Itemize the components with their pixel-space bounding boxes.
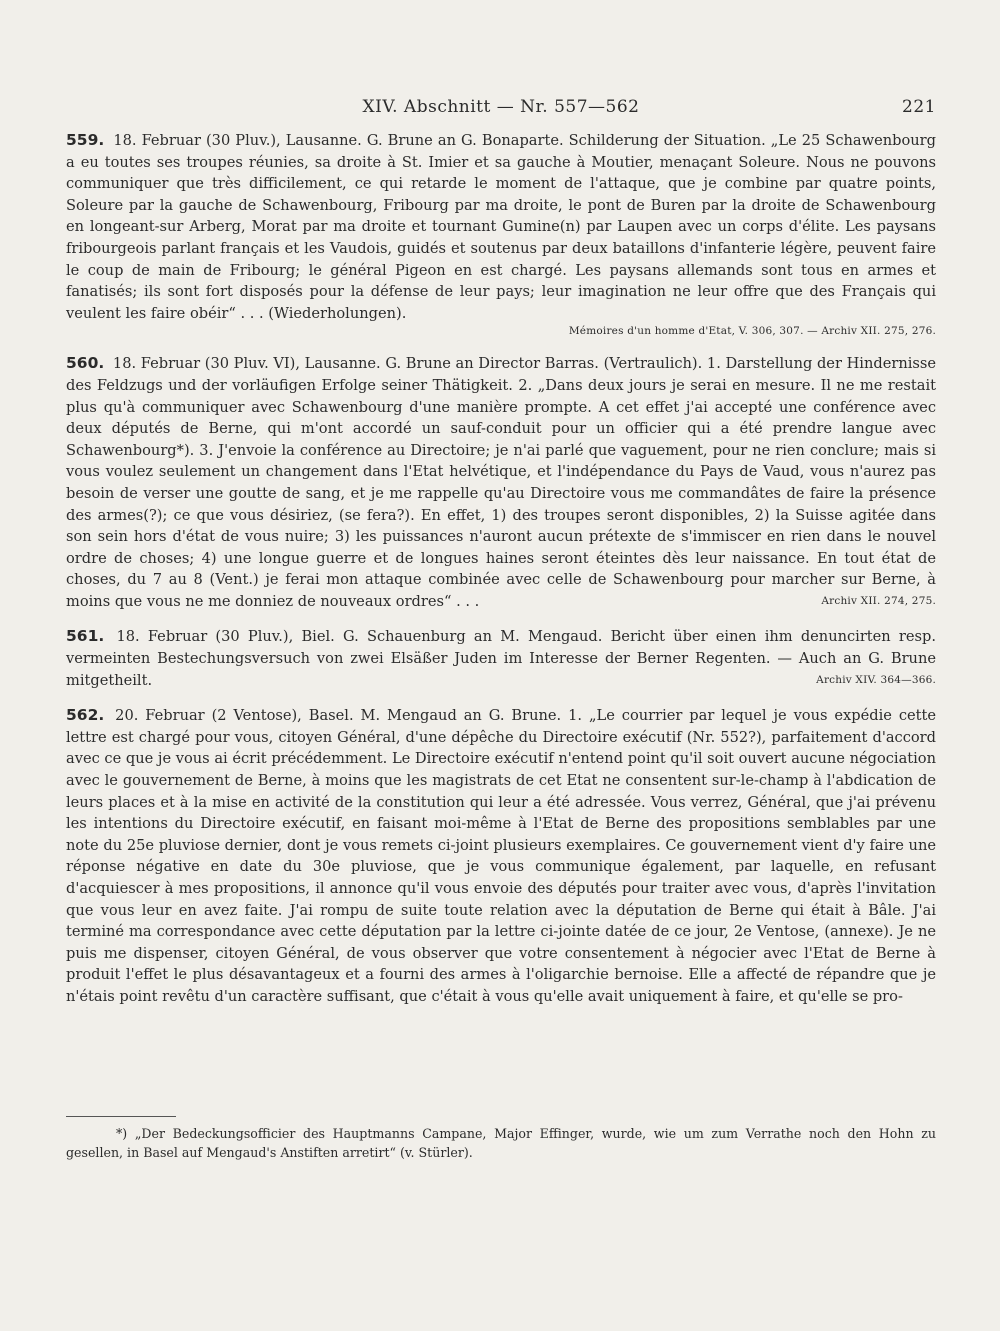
entry-paragraph <box>66 130 936 324</box>
entry-text: 18. Februar (30 Pluv. VI), Lausanne. G. Brune an Director Barras. (Vertraulich). 1. Darstellung der Hindernisse des Feldzugs und der vorläufigen Erfolge seiner Thätigkeit. 2. „Dans deux jours je serai en mesure. Il ne me restait plus qu'à communiquer avec Schawenbourg d'une manière prompte. A cet effet j'ai accepté une conférence avec deux députés de Berne, qui m'ont accordé un sauf-conduit pour un officier qui a été prendre langue avec Schawenbourg*). 3. J'envoie la conférence au Directoire; je n'ai parlé que vaguement, pour ne rien conclure; mais si vous voulez seulement un changement dans l'Etat helvétique, et l'indépendance du Pays de Vaud, vous n'aurez pas besoin de verser une goutte de sang, et je me rappelle qu'au Directoire vous me commandâtes de faire la présence des armes(?); ce que vous désiriez, (se fera?). En effet, 1) des troupes seront disponibles, 2) la Suisse agitée dans son sein hors d'état de vous nuire; 3) les puissances n'auront aucun prétexte de s'immiscer en rien dans le nouvel ordre de choses; 4) une longue guerre et de longues haines seront éteintes dès leur naissance. En tout état de choses, du 7 au 8 (Vent.) je ferai mon attaque combinée avec celle de Schawenbourg pour marcher sur Berne, à moins que vous ne me donniez de nouveaux ordres“ . . . <box>66 355 937 610</box>
source-citation: Archiv XIV. 364—366. <box>816 673 936 686</box>
running-title: XIV. Abschnitt — Nr. 557—562 <box>362 97 640 117</box>
entry-559 <box>66 130 936 339</box>
entry-paragraph <box>66 626 936 691</box>
entry-text: 18. Februar (30 Pluv.), Biel. G. Schauenburg an M. Mengaud. Bericht über einen ihm denuncirten resp. vermeinten Bestechungsversuch von zwei Elsäßer Juden im Interesse der Berner Regenten. — Auch an G. Brune mitgetheilt. <box>66 628 936 689</box>
entry-paragraph <box>66 705 936 1007</box>
entry-561 <box>66 626 936 691</box>
entry-number: 559. <box>66 131 105 149</box>
source-citation: Archiv XII. 274, 275. <box>821 594 936 607</box>
entry-number: 562. <box>66 706 105 725</box>
entry-text: 18. Februar (30 Pluv.), Lausanne. G. Brune an G. Bonaparte. Schilderung der Situation. „Le 25 Schawenbourg a eu toutes ses troupes réunies, sa droite à St. Imier et sa gauche à Moutier, menaçant Soleure. Nous ne pouvons communiquer que très difficilement, ce qui retarde le moment de l'attaque, que je combine par quatre points, Soleure par la gauche de Schawenbourg, Fribourg par ma droite, le pont de Buren par la droite de Schawenbourg en longeant-sur Arberg, Morat par ma droite et tournant Gumine(n) par Laupen avec un corps d'élite. Les paysans fribourgeois parlant français et les Vaudois, guidés et soutenus par deux bataillons d'infanterie légère, peuvent faire le coup de main de Fribourg; le général Pigeon en est chargé. Les paysans allemands sont tous en armes et fanatisés; ils sont fort disposés pour la défense de leur pays; leur imagination ne leur offre que des Français qui veulent les faire obéir“ . . . (Wiederholungen). <box>66 132 937 322</box>
entry-number: 561. <box>66 627 105 646</box>
entry-562 <box>66 705 936 1007</box>
source-citation: Mémoires d'un homme d'Etat, V. 306, 307. — Archiv XII. 275, 276. <box>568 325 936 338</box>
page-number: 221 <box>902 97 936 117</box>
footnote <box>66 1124 936 1162</box>
page-body <box>66 130 936 1022</box>
page-header <box>66 97 936 125</box>
footnote-marker: *) <box>116 1126 128 1141</box>
footnote-text: „Der Bedeckungsofficier des Hauptmanns Campane, Major Effinger, wurde, wie um zum Verrathe noch den Hohn zu gesellen, in Basel auf Mengaud's Anstiften arretirt“ (v. Stürler). <box>66 1126 936 1160</box>
entry-560 <box>66 353 936 612</box>
entry-text: 20. Februar (2 Ventose), Basel. M. Mengaud an G. Brune. 1. „Le courrier par lequel je vous expédie cette lettre est chargé pour vous, citoyen Général, d'une dépêche du Directoire exécutif (Nr. 552?), parfaitement d'accord avec ce que je vous ai écrit précédemment. Le Directoire exécutif n'entend point qu'il soit ouvert aucune négociation avec le gouvernement de Berne, à moins que les magistrats de cet Etat ne consentent sur-le-champ à l'abdication de leurs places et à la mise en activité de la constitution qui leur a été adressée. Vous verrez, Général, que j'ai prévenu les intentions du Directoire exécutif, en faisant moi-même à l'Etat de Berne des propositions semblables par une note du 25e pluviose dernier, dont je vous remets ci-joint plusieurs exemplaires. Ce gouvernement vient d'y faire une réponse négative en date du 30e pluviose, que je vous communique également, par laquelle, en refusant d'acquiescer à mes propositions, il annonce qu'il vous envoie des députés pour traiter avec vous, d'après l'invitation que vous leur en avez faite. J'ai rompu de suite toute relation avec la députation de Berne qui était à Bâle. J'ai terminé ma correspondance avec cette députation par la lettre ci-jointe datée de ce jour, 2e Ventose, (annexe). Je ne puis me dispenser, citoyen Général, de vous observer que votre consentement à négocier avec l'Etat de Berne à produit l'effet le plus désavantageux et a fourni des armes à l'oligarchie bernoise. Elle a affecté de répandre que je n'étais point revêtu d'un caractère suffisant, que c'était à vous qu'elle avait uniquement à faire, et qu'elle se pro- <box>66 707 936 1005</box>
footnote-divider <box>66 1116 176 1117</box>
entry-paragraph <box>66 353 936 612</box>
source-citation-line <box>66 322 936 339</box>
entry-number: 560. <box>66 354 105 373</box>
